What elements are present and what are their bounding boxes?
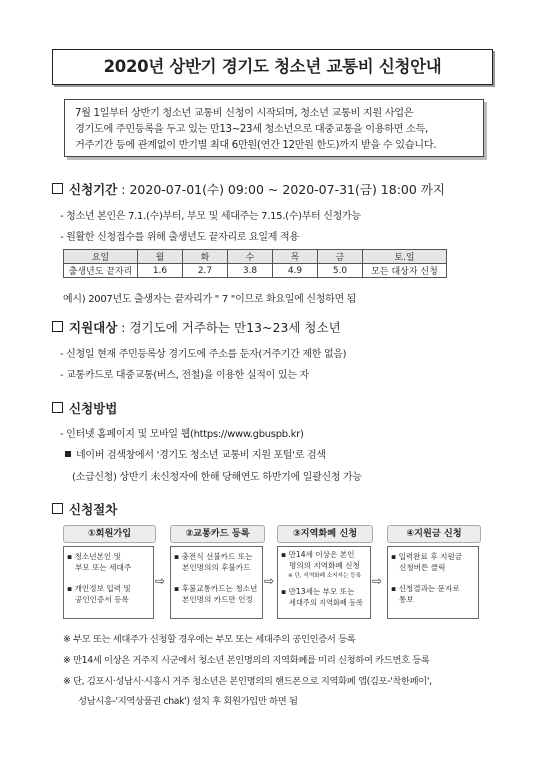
bullet-icon: ▪ <box>174 584 180 593</box>
note-line: ※ 단, 김포시·성남시·시흥시 거주 청소년은 본인명의의 핸드폰으로 지역화폐 앱(김포-'착한페이', <box>63 676 432 687</box>
checkbox-square-icon <box>52 321 63 332</box>
period-line: - 원활한 신청접수를 위해 출생년도 끝자리로 요일제 적용 <box>60 232 299 243</box>
section-method-heading <box>52 399 117 417</box>
table-cell: 모든 대상자 신청 <box>363 264 447 278</box>
step-1-body <box>63 546 154 619</box>
arrow-right-icon: ⇨ <box>372 574 383 588</box>
step-item-text: 만13세는 부모 또는 <box>288 587 355 596</box>
table-header-cell: 요일 <box>64 250 138 264</box>
note-line: ※ 만14세 이상은 거주지 시군에서 청소년 본인명의의 지역화폐를 미리 신청하여 카드번호 등록 <box>63 655 430 666</box>
note-line: 성남시흥-'지역상품권 chak') 설치 후 회원가입만 하면 됨 <box>78 696 298 707</box>
weekday-schedule-table <box>63 249 447 278</box>
bullet-icon: ▪ <box>67 584 73 593</box>
table-cell: 1.6 <box>138 264 183 278</box>
table-header-row <box>64 250 447 264</box>
step-item <box>67 583 131 594</box>
step-4-body <box>387 546 479 619</box>
section-value: : 경기도에 거주하는 만13~23세 청소년 <box>117 320 341 335</box>
table-header-cell: 토.일 <box>363 250 447 264</box>
step-2-title: ②교통카드 등록 <box>170 525 265 543</box>
bullet-square-icon <box>65 451 71 457</box>
page-title: 2020년 상반기 경기도 청소년 교통비 신청안내 <box>52 49 493 85</box>
table-header-cell: 수 <box>228 250 273 264</box>
note-line: ※ 부모 또는 세대주가 신청할 경우에는 부모 또는 세대주의 공인인증서 등록 <box>63 634 356 645</box>
step-item <box>174 583 257 594</box>
section-label: 신청기간 <box>69 182 118 197</box>
section-procedure-heading <box>52 500 117 518</box>
step-item-cont: 본인명의의 후불카드 <box>182 563 251 572</box>
step-item-text: 청소년본인 및 <box>74 552 122 561</box>
table-header-cell: 화 <box>183 250 228 264</box>
bullet-icon: ▪ <box>391 552 397 561</box>
section-label: 신청절차 <box>69 502 118 517</box>
step-item-text: 입력완료 후 지원금 <box>398 552 463 561</box>
table-cell: 4.9 <box>273 264 318 278</box>
step-item-note: ※ 단, 지역화폐 소지자는 등록 <box>288 573 362 579</box>
arrow-right-icon: ⇨ <box>155 574 166 588</box>
step-item-cont: 공인인증서 등록 <box>75 595 129 604</box>
bullet-icon: ▪ <box>174 552 180 561</box>
step-item-cont: 통보 <box>399 595 414 604</box>
period-line: - 청소년 본인은 7.1.(수)부터, 부모 및 세대주는 7.15.(수)부터 신청가능 <box>60 211 361 222</box>
step-item-text: 신청결과는 문자로 <box>398 584 460 593</box>
step-item-cont: 명의의 지역화폐 신청 <box>289 561 360 570</box>
method-line-naver <box>65 446 326 461</box>
arrow-right-icon: ⇨ <box>264 574 275 588</box>
bullet-icon: ▪ <box>391 584 397 593</box>
method-line-text: 네이버 검색창에서 '경기도 청소년 교통비 지원 포털'로 검색 <box>76 450 326 461</box>
checkbox-square-icon <box>52 503 63 514</box>
step-item-cont: 세대주의 지역화폐 등록 <box>289 598 364 607</box>
step-4-title: ④지원금 신청 <box>387 525 481 543</box>
table-cell: 3.8 <box>228 264 273 278</box>
step-item-text: 만14세 이상은 본인 <box>288 550 355 559</box>
step-item-text: 후불교통카드는 청소년 <box>181 584 258 593</box>
step-item <box>67 551 121 562</box>
step-item <box>391 583 460 594</box>
section-label: 신청방법 <box>69 401 118 416</box>
section-label: 지원대상 <box>69 320 118 335</box>
method-line: - 인터넷 홈페이지 및 모바일 웹(https://www.gbuspb.kr) <box>60 429 304 440</box>
step-item <box>281 586 354 597</box>
table-cell: 5.0 <box>318 264 363 278</box>
step-item-cont: 신청버튼 클릭 <box>399 563 446 572</box>
section-target-heading <box>52 318 341 336</box>
bullet-icon: ▪ <box>67 552 73 561</box>
step-item-cont: 부모 또는 세대주 <box>75 563 132 572</box>
step-3-title: ③지역화폐 신청 <box>277 525 373 543</box>
intro-line: 경기도에 주민등록을 두고 있는 만13~23세 청소년으로 대중교통을 이용하면 소득, <box>75 124 428 135</box>
table-row <box>64 264 447 278</box>
method-line: (소급신청) 상반기 未신청자에 한해 당해연도 하반기에 일괄신청 가능 <box>72 472 362 483</box>
section-period-heading <box>52 180 445 198</box>
intro-line: 7월 1일부터 상반기 청소년 교통비 신청이 시작되며, 청소년 교통비 지원 사업은 <box>75 108 414 119</box>
table-header-cell: 목 <box>273 250 318 264</box>
bullet-icon: ▪ <box>281 550 287 559</box>
bullet-icon: ▪ <box>281 587 287 596</box>
intro-box <box>64 99 484 157</box>
checkbox-square-icon <box>52 183 63 194</box>
target-line: - 신청일 현재 주민등록상 경기도에 주소를 둔자(거주기간 제한 없음) <box>60 349 347 360</box>
step-1-title: ①회원가입 <box>63 525 156 543</box>
checkbox-square-icon <box>52 402 63 413</box>
table-cell: 2.7 <box>183 264 228 278</box>
step-item <box>391 551 462 562</box>
table-header-cell: 월 <box>138 250 183 264</box>
step-2-body <box>170 546 263 619</box>
step-3-body <box>277 546 371 619</box>
step-item-text: 개인정보 입력 및 <box>74 584 131 593</box>
step-item <box>281 549 354 560</box>
step-item-cont: 본인명의 카드만 인정 <box>182 595 253 604</box>
step-item <box>174 551 252 562</box>
intro-line: 거주기간 등에 관계없이 반기별 최대 6만원(연간 12만원 한도)까지 받을 수 있습니다. <box>75 140 437 151</box>
target-line: - 교통카드로 대중교통(버스, 전철)을 이용한 실적이 있는 자 <box>60 370 309 381</box>
table-cell: 출생년도 끝자리 <box>64 264 138 278</box>
table-header-cell: 금 <box>318 250 363 264</box>
section-value: : 2020-07-01(수) 09:00 ~ 2020-07-31(금) 18:00 까지 <box>117 182 445 197</box>
step-item-text: 충전식 선불카드 또는 <box>181 552 253 561</box>
period-example: 예시) 2007년도 출생자는 끝자리가 " 7 "이므로 화요일에 신청하면 됨 <box>63 294 357 305</box>
